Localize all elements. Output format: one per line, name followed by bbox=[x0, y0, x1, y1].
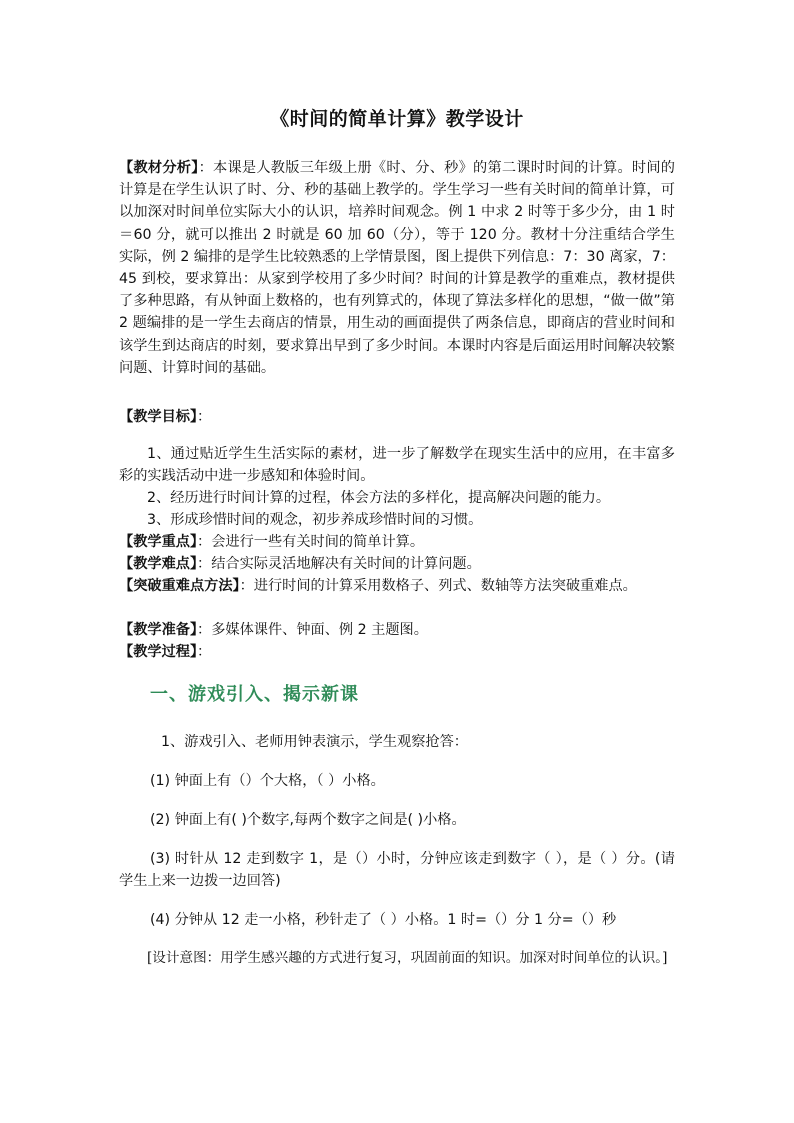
document-title: 《时间的简单计算》教学设计 bbox=[270, 108, 524, 130]
goals-heading: 【教学目标】： bbox=[119, 409, 212, 425]
analysis-paragraph bbox=[119, 157, 675, 379]
question-item: (3) 时针从 12 走到数字 1，是（）小时，分钟应该走到数字（ ），是（ ）分。(请学生上来一边拨一边回答) bbox=[119, 851, 675, 890]
section-intro: 1、游戏引入、老师用钟表演示，学生观察抢答： bbox=[161, 734, 468, 750]
key-point-label: 【教学重点】 bbox=[119, 534, 198, 550]
question-item: (1) 钟面上有（）个大格，（ ）小格。 bbox=[150, 773, 385, 789]
preparation-label: 【教学准备】 bbox=[119, 622, 198, 638]
analysis-label: 【教材分析】 bbox=[119, 160, 199, 176]
design-intent-note: [设计意图：用学生感兴趣的方式进行复习，巩固前面的知识。加深对时间单位的认识。] bbox=[147, 950, 668, 966]
process-label: 【教学过程】 bbox=[119, 644, 198, 660]
difficulty-line: 【教学难点】：结合实际灵活地解决有关时间的计算问题。 bbox=[119, 556, 481, 572]
analysis-text: ：本课是人教版三年级上册《时、分、秒》的第二课时时间的计算。时间的计算是在学生认识了时、分、秒的基础上教学的。学生学习一些有关时间的简单计算，可以加深对时间单位实际大小的认识，培养时间观念。例 1 中求 2 时等于多少分，由 1 时＝60 分，就可以推出 2 时就是 60 加 60（分），等于 120 分。教材十分注重结合学生实际，例 2 编排的是学生比较熟悉的上学情景图，图上提供下列信息：7：30 离家，7：45 到校，要求算出：从家到学校用了多少时间？时间的计算是教学的重难点，教材提供了多种思路，有从钟面上数格的，也有列算式的，体现了算法多样化的思想，“做一做”第 2 题编排的是一学生去商店的情景，用生动的画面提供了两条信息，即商店的营业时间和该学生到达商店的时刻，要求算出早到了多少时间。本课时内容是后面运用时间解决较繁问题、计算时间的基础。 bbox=[119, 160, 675, 376]
goal-item: 3、形成珍惜时间的观念，初步养成珍惜时间的习惯。 bbox=[147, 512, 483, 528]
goal-item: 2、经历进行时间计算的过程，体会方法的多样化，提高解决问题的能力。 bbox=[147, 490, 611, 506]
process-heading: 【教学过程】： bbox=[119, 644, 212, 660]
section-heading: 一、游戏引入、揭示新课 bbox=[150, 684, 359, 705]
question-item: (2) 钟面上有( )个数字,每两个数字之间是( )小格。 bbox=[150, 812, 466, 828]
difficulty-label: 【教学难点】 bbox=[119, 556, 198, 572]
goal-item: 1、通过贴近学生生活实际的素材，进一步了解数学在现实生活中的应用，在丰富多彩的实践活动中进一步感知和体验时间。 bbox=[119, 446, 675, 485]
method-paragraph: 【突破重难点方法】：进行时间的计算采用数格子、列式、数轴等方法突破重难点。 bbox=[119, 578, 637, 594]
method-label: 【突破重难点方法】 bbox=[119, 578, 240, 594]
key-point-line: 【教学重点】：会进行一些有关时间的简单计算。 bbox=[119, 534, 425, 550]
question-item: (4) 分钟从 12 走一小格，秒针走了（ ）小格。1 时=（）分 1 分=（）秒 bbox=[150, 912, 617, 928]
goals-label: 【教学目标】 bbox=[119, 409, 198, 425]
preparation-line: 【教学准备】：多媒体课件、钟面、例 2 主题图。 bbox=[119, 622, 428, 638]
